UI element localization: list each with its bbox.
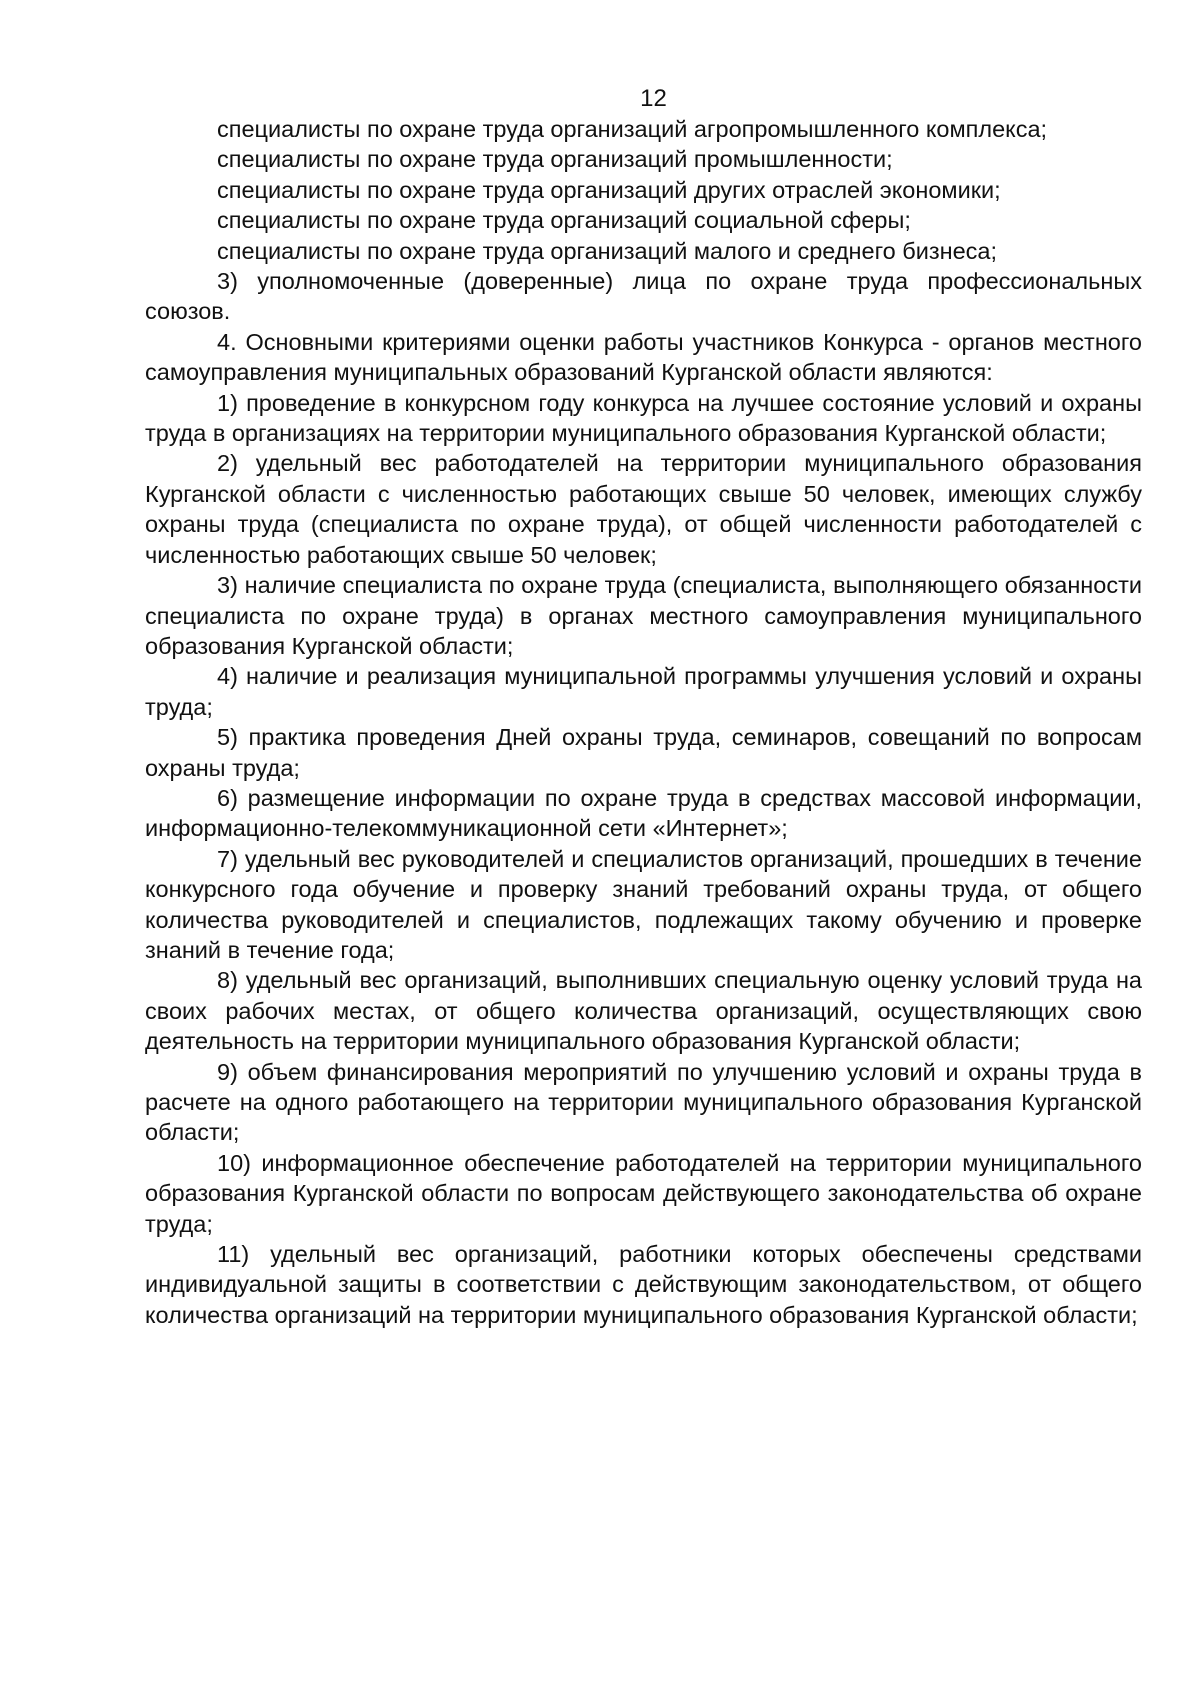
paragraph: специалисты по охране труда организаций промышленности;	[217, 146, 893, 173]
paragraph: 3) наличие специалиста по охране труда (специалиста, выполняющего обязанности специалиста по охране труда) в органах местного самоуправления муниципального образования Курганской области;	[145, 572, 1142, 659]
paragraph: специалисты по охране труда организаций агропромышленного комплекса;	[217, 116, 1048, 142]
paragraph: 2) удельный вес работодателей на территории муниципального образования Курганской области с численностью работающих свыше 50 человек, имеющих службу охраны труда (специалиста по охране труда), от общей численности работодателей с численностью работающих свыше 50 человек;	[145, 450, 1142, 568]
paragraph: 3) уполномоченные (доверенные) лица по охране труда профессиональных союзов.	[145, 268, 1142, 325]
document-page	[145, 84, 1142, 1330]
paragraph: 10) информационное обеспечение работодателей на территории муниципального образования Курганской области по вопросам действующего законодательства об охране труда;	[145, 1149, 1142, 1237]
paragraph: специалисты по охране труда организаций малого и среднего бизнеса;	[217, 237, 997, 264]
paragraph: специалисты по охране труда организаций социальной сферы;	[217, 207, 911, 234]
page-number: 12	[640, 85, 667, 112]
paragraph: 11) удельный вес организаций, работники которых обеспечены средствами индивидуальной защиты в соответствии с действующим законодательством, от общего количества организаций на территории муниципального образования Курганской области;	[145, 1241, 1142, 1328]
paragraph: 6) размещение информации по охране труда в средствах массовой информации, информационно-телекоммуникационной сети «Интернет»;	[145, 784, 1142, 842]
paragraph: 5) практика проведения Дней охраны труда, семинаров, совещаний по вопросам охраны труда;	[145, 724, 1142, 781]
paragraph: 1) проведение в конкурсном году конкурса на лучшее состояние условий и охраны труда в организациях на территории муниципального образования Курганской области;	[145, 389, 1142, 447]
paragraph: специалисты по охране труда организаций других отраслей экономики;	[217, 176, 1001, 203]
paragraph: 8) удельный вес организаций, выполнивших специальную оценку условий труда на своих рабочих местах, от общего количества организаций, осуществляющих свою деятельность на территории муниципального образования Курганской области;	[145, 967, 1142, 1055]
paragraph: 9) объем финансирования мероприятий по улучшению условий и охраны труда в расчете на одного работающего на территории муниципального образования Курганской области;	[145, 1058, 1142, 1146]
paragraph: 4. Основными критериями оценки работы участников Конкурса - органов местного самоуправления муниципальных образований Курганской области являются:	[145, 328, 1142, 386]
paragraph: 4) наличие и реализация муниципальной программы улучшения условий и охраны труда;	[145, 663, 1142, 720]
paragraph: 7) удельный вес руководителей и специалистов организаций, прошедших в течение конкурсного года обучение и проверку знаний требований охраны труда, от общего количества руководителей и специалистов, подлежащих такому обучению и проверке знаний в течение года;	[145, 845, 1142, 963]
